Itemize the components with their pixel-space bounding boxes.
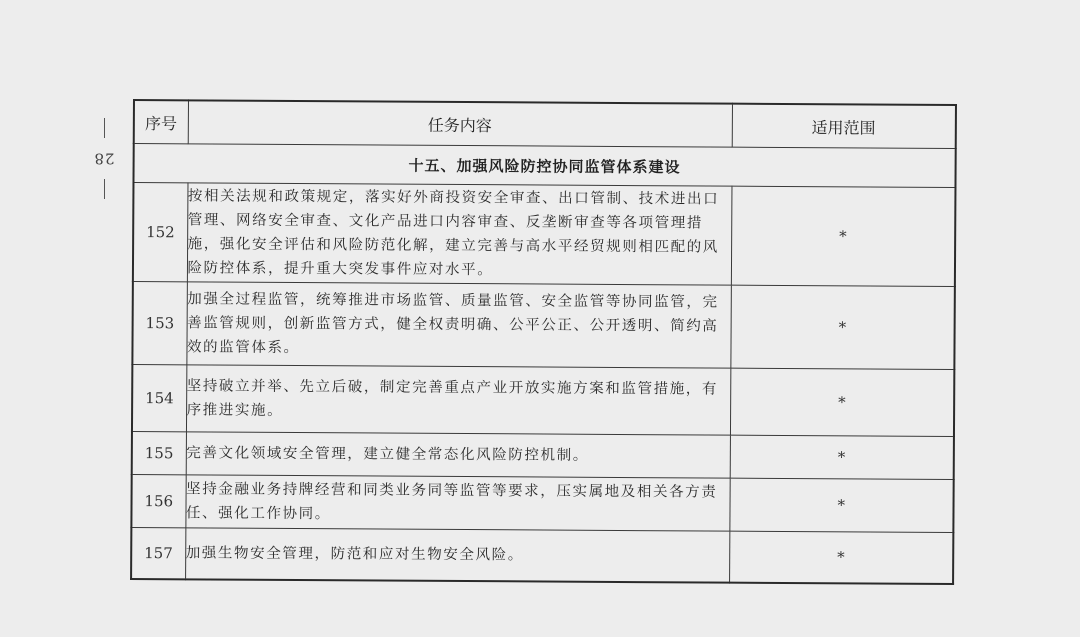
row-seq: 152 [133,183,188,282]
header-row [134,100,956,149]
row-content: 坚持破立并举、先立后破，制定完善重点产业开放实施方案和监管措施，有序推进实施。 [186,365,730,435]
table-row [133,183,956,287]
header-seq: 序号 [134,100,188,144]
table-row [132,431,954,479]
row-content: 按相关法规和政策规定，落实好外商投资安全审查、出口管制、技术进出口管理、网络安全审查、文化产品进口内容审查、反垄断审查等各项管理措施，强化安全评估和风险防范化解，建立完善与高水平经贸规则相匹配的风险防控体系，提升重大突发事件应对水平。 [187,183,732,285]
row-seq: 157 [131,527,185,579]
row-content: 加强生物安全管理，防范和应对生物安全风险。 [185,528,729,583]
row-content: 加强全过程监管，统筹推进市场监管、质量监管、安全监管等协同监管，完善监管规则，创新监管方式，健全权责明确、公平公正、公开透明、简约高效的监管体系。 [186,282,730,368]
page-number: 28 [93,149,115,168]
row-content: 完善文化领域安全管理，建立健全常态化风险防控机制。 [186,432,730,478]
row-content: 坚持金融业务持牌经营和同类业务同等监管等要求，压实属地及相关各方责任、强化工作协同。 [185,475,729,531]
row-scope: * [730,285,955,369]
row-seq: 155 [132,431,186,474]
row-scope: * [731,186,956,286]
row-scope: * [729,531,953,584]
row-seq: 153 [132,282,187,365]
row-seq: 156 [131,474,185,527]
row-seq: 154 [132,365,186,432]
page-number-marker [92,118,116,208]
section-row [133,144,955,188]
task-table [130,99,957,585]
table-row [131,474,953,532]
section-title: 十五、加强风险防控协同监管体系建设 [133,144,955,188]
page-number-dash-bottom [104,179,105,199]
row-scope: * [730,435,954,479]
header-content: 任务内容 [188,100,732,147]
table-row [132,282,954,370]
table-row [131,527,953,584]
row-scope: * [730,368,954,436]
page-number-dash-top [104,118,105,138]
table-row [132,365,954,437]
row-scope: * [729,478,953,532]
header-scope: 适用范围 [732,104,956,149]
